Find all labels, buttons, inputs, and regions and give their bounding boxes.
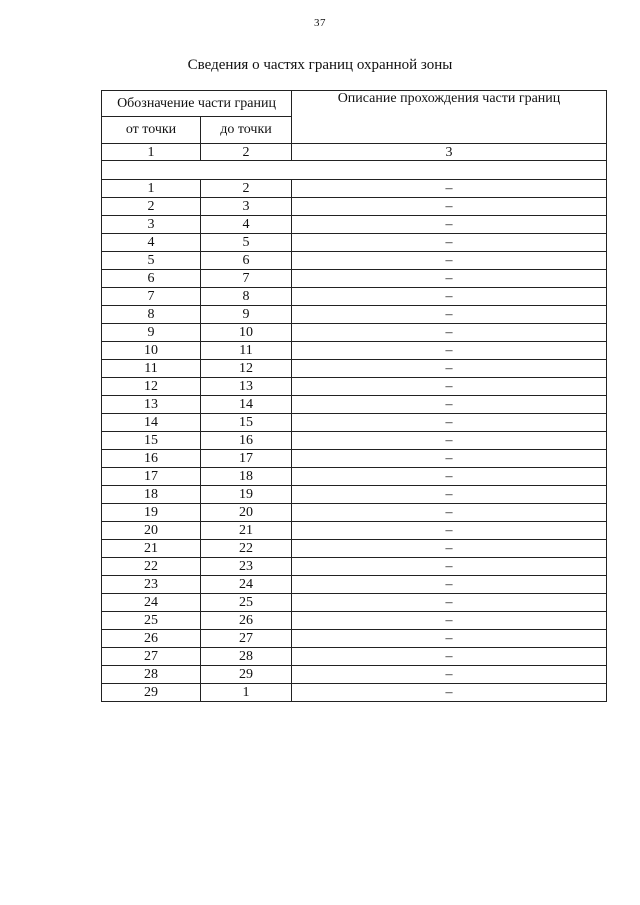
table-header (102, 91, 607, 180)
empty-separator-cell (102, 161, 607, 180)
to-point-cell: 9 (201, 306, 292, 324)
from-point-cell: 22 (102, 558, 201, 576)
header-to-point: до точки (201, 117, 292, 144)
description-cell: – (292, 504, 607, 522)
from-point-cell: 28 (102, 666, 201, 684)
table-row (102, 306, 607, 324)
table-row (102, 468, 607, 486)
table-row (102, 360, 607, 378)
table-row (102, 396, 607, 414)
to-point-cell: 21 (201, 522, 292, 540)
table-row (102, 414, 607, 432)
table-row (102, 684, 607, 702)
column-number-row (102, 144, 607, 161)
from-point-cell: 13 (102, 396, 201, 414)
to-point-cell: 15 (201, 414, 292, 432)
to-point-cell: 29 (201, 666, 292, 684)
description-cell: – (292, 468, 607, 486)
description-cell: – (292, 648, 607, 666)
description-cell: – (292, 666, 607, 684)
table-row (102, 270, 607, 288)
from-point-cell: 21 (102, 540, 201, 558)
description-cell: – (292, 198, 607, 216)
description-cell: – (292, 324, 607, 342)
from-point-cell: 4 (102, 234, 201, 252)
from-point-cell: 12 (102, 378, 201, 396)
from-point-cell: 29 (102, 684, 201, 702)
to-point-cell: 1 (201, 684, 292, 702)
table-row (102, 252, 607, 270)
from-point-cell: 19 (102, 504, 201, 522)
from-point-cell: 27 (102, 648, 201, 666)
from-point-cell: 17 (102, 468, 201, 486)
table-row (102, 234, 607, 252)
to-point-cell: 4 (201, 216, 292, 234)
description-cell: – (292, 540, 607, 558)
to-point-cell: 28 (201, 648, 292, 666)
to-point-cell: 5 (201, 234, 292, 252)
column-number-3: 3 (292, 144, 607, 161)
table-row (102, 666, 607, 684)
to-point-cell: 16 (201, 432, 292, 450)
description-cell: – (292, 522, 607, 540)
table-row (102, 504, 607, 522)
to-point-cell: 25 (201, 594, 292, 612)
table-row (102, 180, 607, 198)
to-point-cell: 8 (201, 288, 292, 306)
description-cell: – (292, 594, 607, 612)
column-number-1: 1 (102, 144, 201, 161)
table-row (102, 216, 607, 234)
table-row (102, 522, 607, 540)
table-row (102, 612, 607, 630)
from-point-cell: 25 (102, 612, 201, 630)
empty-separator-row (102, 161, 607, 180)
table-row (102, 324, 607, 342)
table-row (102, 432, 607, 450)
to-point-cell: 7 (201, 270, 292, 288)
table-row (102, 486, 607, 504)
to-point-cell: 23 (201, 558, 292, 576)
to-point-cell: 13 (201, 378, 292, 396)
from-point-cell: 3 (102, 216, 201, 234)
header-from-point: от точки (102, 117, 201, 144)
page-number: 37 (314, 17, 326, 29)
description-cell: – (292, 180, 607, 198)
description-cell: – (292, 342, 607, 360)
to-point-cell: 3 (201, 198, 292, 216)
description-cell: – (292, 360, 607, 378)
from-point-cell: 24 (102, 594, 201, 612)
to-point-cell: 22 (201, 540, 292, 558)
header-row-group (102, 91, 607, 117)
description-cell: – (292, 288, 607, 306)
header-boundary-designation: Обозначение части границ (102, 91, 292, 117)
from-point-cell: 9 (102, 324, 201, 342)
table-row (102, 648, 607, 666)
description-cell: – (292, 630, 607, 648)
description-cell: – (292, 234, 607, 252)
table-row (102, 576, 607, 594)
description-cell: – (292, 450, 607, 468)
description-cell: – (292, 396, 607, 414)
to-point-cell: 11 (201, 342, 292, 360)
to-point-cell: 26 (201, 612, 292, 630)
table-row (102, 198, 607, 216)
description-cell: – (292, 612, 607, 630)
from-point-cell: 23 (102, 576, 201, 594)
to-point-cell: 2 (201, 180, 292, 198)
to-point-cell: 27 (201, 630, 292, 648)
document-title: Сведения о частях границ охранной зоны (187, 57, 453, 73)
column-number-2: 2 (201, 144, 292, 161)
description-cell: – (292, 270, 607, 288)
description-cell: – (292, 414, 607, 432)
table-row (102, 558, 607, 576)
description-cell: – (292, 432, 607, 450)
to-point-cell: 12 (201, 360, 292, 378)
header-boundary-description: Описание прохождения части границ (292, 91, 607, 144)
from-point-cell: 10 (102, 342, 201, 360)
table-body (102, 180, 607, 702)
to-point-cell: 20 (201, 504, 292, 522)
description-cell: – (292, 378, 607, 396)
to-point-cell: 14 (201, 396, 292, 414)
to-point-cell: 19 (201, 486, 292, 504)
to-point-cell: 6 (201, 252, 292, 270)
to-point-cell: 18 (201, 468, 292, 486)
from-point-cell: 11 (102, 360, 201, 378)
description-cell: – (292, 558, 607, 576)
description-cell: – (292, 576, 607, 594)
from-point-cell: 15 (102, 432, 201, 450)
to-point-cell: 24 (201, 576, 292, 594)
table-row (102, 594, 607, 612)
to-point-cell: 17 (201, 450, 292, 468)
from-point-cell: 7 (102, 288, 201, 306)
description-cell: – (292, 486, 607, 504)
from-point-cell: 2 (102, 198, 201, 216)
from-point-cell: 5 (102, 252, 201, 270)
description-cell: – (292, 684, 607, 702)
from-point-cell: 18 (102, 486, 201, 504)
table-row (102, 342, 607, 360)
from-point-cell: 20 (102, 522, 201, 540)
from-point-cell: 16 (102, 450, 201, 468)
from-point-cell: 8 (102, 306, 201, 324)
description-cell: – (292, 216, 607, 234)
to-point-cell: 10 (201, 324, 292, 342)
from-point-cell: 26 (102, 630, 201, 648)
table-row (102, 540, 607, 558)
description-cell: – (292, 252, 607, 270)
from-point-cell: 1 (102, 180, 201, 198)
from-point-cell: 14 (102, 414, 201, 432)
boundary-parts-table (101, 90, 607, 702)
table-row (102, 450, 607, 468)
from-point-cell: 6 (102, 270, 201, 288)
table-row (102, 630, 607, 648)
table-row (102, 378, 607, 396)
description-cell: – (292, 306, 607, 324)
table-row (102, 288, 607, 306)
